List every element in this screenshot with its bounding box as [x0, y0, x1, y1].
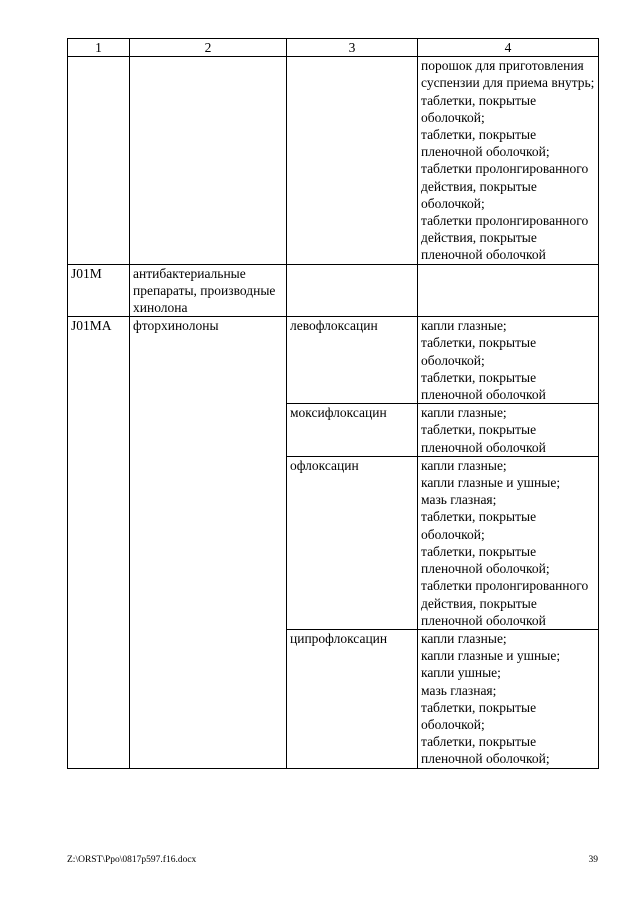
dosage-form: таблетки пролонгированного действия, покрытые оболочкой;	[421, 161, 589, 211]
dosage-form: капли глазные;	[421, 318, 507, 334]
code-cell	[68, 456, 130, 629]
dosage-form: таблетки, покрытые оболочкой;	[421, 335, 537, 368]
drug-name-cell: офлоксацин	[287, 456, 418, 629]
document-path: Z:\ORST\Ppo\0817p597.f16.docx	[67, 855, 197, 865]
column-header-1: 1	[68, 39, 130, 57]
dosage-forms-list	[421, 457, 595, 629]
page-footer	[67, 855, 598, 865]
dosage-form: таблетки, покрытые оболочкой;	[421, 509, 537, 542]
column-header-3: 3	[287, 39, 418, 57]
dosage-forms-cell	[418, 57, 599, 264]
dosage-form: таблетки, покрытые оболочкой;	[421, 699, 537, 732]
group-name-cell	[130, 404, 287, 457]
dosage-forms-cell	[418, 629, 599, 768]
dosage-form: капли ушные;	[421, 665, 501, 681]
dosage-form: капли глазные;	[421, 457, 507, 473]
dosage-form: таблетки пролонгированного действия, покрытые пленочной оболочкой	[421, 578, 589, 628]
dosage-form: таблетки, покрытые пленочной оболочкой;	[421, 734, 550, 767]
dosage-form: таблетки, покрытые пленочной оболочкой	[421, 369, 546, 403]
dosage-forms-cell	[418, 456, 599, 629]
dosage-forms-list	[421, 317, 595, 403]
table-row-continuation	[68, 57, 599, 264]
drug-name-cell: левофлоксацин	[287, 317, 418, 404]
dosage-form: таблетки, покрытые пленочной оболочкой	[421, 422, 546, 455]
dosage-form: таблетки пролонгированного действия, покрытые пленочной оболочкой	[421, 213, 589, 263]
column-header-2: 2	[130, 39, 287, 57]
dosage-form: капли глазные;	[421, 405, 507, 421]
group-name-cell	[130, 629, 287, 768]
table-row-ciprofloxacin	[68, 629, 599, 768]
code-cell	[68, 404, 130, 457]
dosage-form: капли глазные;	[421, 630, 507, 646]
dosage-forms-cell	[418, 264, 599, 317]
code-cell: J01MA	[68, 317, 130, 404]
table-row-ofloxacin	[68, 456, 599, 629]
group-name-cell	[130, 456, 287, 629]
drug-table	[67, 38, 599, 769]
dosage-form: порошок для приготовления суспензии для приема внутрь;	[421, 58, 595, 91]
table-header-row	[68, 39, 599, 57]
drug-name-cell: моксифлоксацин	[287, 404, 418, 457]
dosage-form: мазь глазная;	[421, 682, 497, 698]
dosage-forms-cell	[418, 404, 599, 457]
dosage-form: капли глазные и ушные;	[421, 475, 561, 491]
dosage-forms-list	[421, 404, 595, 456]
group-name-cell	[130, 57, 287, 264]
dosage-form: таблетки, покрытые пленочной оболочкой;	[421, 127, 550, 160]
code-cell	[68, 629, 130, 768]
code-cell	[68, 57, 130, 264]
table-row-j01m	[68, 264, 599, 317]
table-row-levofloxacin	[68, 317, 599, 404]
dosage-forms-cell	[418, 317, 599, 404]
dosage-forms-list	[421, 630, 595, 768]
drug-name-cell	[287, 57, 418, 264]
group-name-cell: антибактериальные препараты, производные хинолона	[130, 264, 287, 317]
page-number: 39	[588, 855, 598, 865]
dosage-form: таблетки, покрытые пленочной оболочкой;	[421, 543, 550, 577]
table-row-moxifloxacin	[68, 404, 599, 457]
column-header-4: 4	[418, 39, 599, 57]
drug-name-cell	[287, 264, 418, 317]
dosage-form: мазь глазная;	[421, 492, 497, 508]
dosage-forms-list	[421, 57, 595, 263]
dosage-form: таблетки, покрытые оболочкой;	[421, 92, 537, 125]
group-name-cell: фторхинолоны	[130, 317, 287, 404]
drug-name-cell: ципрофлоксацин	[287, 629, 418, 768]
dosage-form: капли глазные и ушные;	[421, 648, 561, 664]
code-cell: J01M	[68, 264, 130, 317]
